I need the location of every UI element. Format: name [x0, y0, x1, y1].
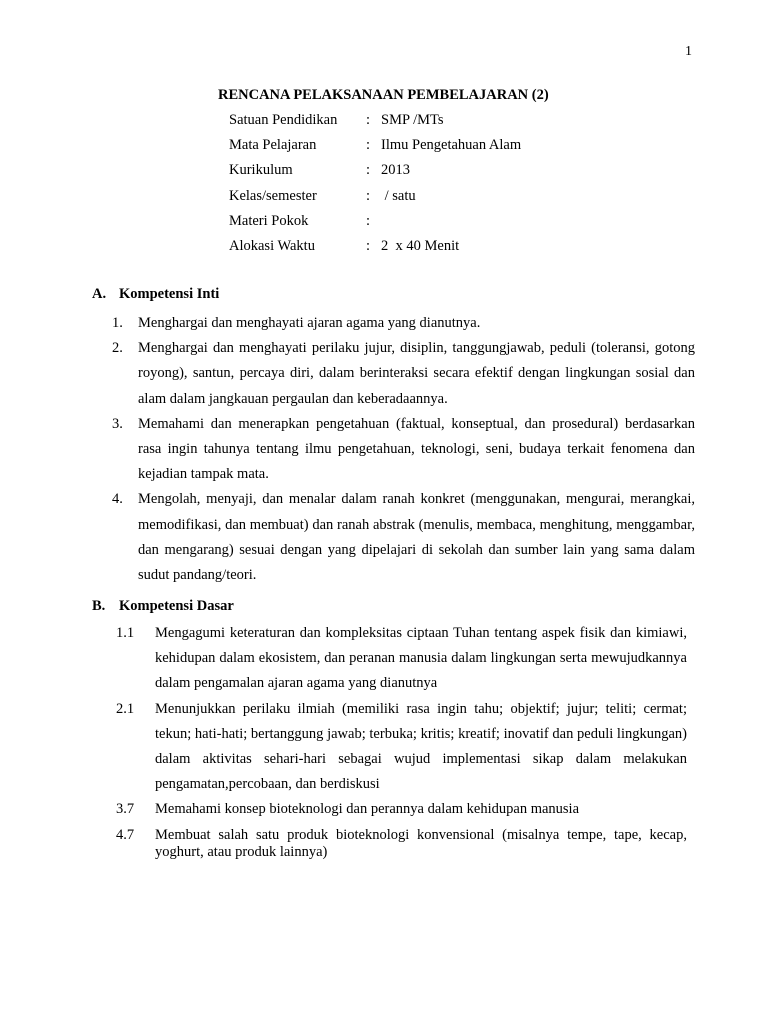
meta-value: Ilmu Pengetahuan Alam	[381, 137, 522, 154]
meta-label: Alokasi Waktu	[229, 237, 315, 254]
meta-row-mata-pelajaran	[229, 135, 521, 160]
document-meta-table	[229, 110, 521, 261]
list-item-number: 3.7	[116, 801, 135, 818]
list-item-text: Menghargai dan menghayati ajaran agama yang dianutnya.	[138, 315, 481, 331]
meta-colon: :	[366, 212, 371, 229]
list-item	[112, 487, 695, 588]
page-number: 1	[685, 44, 692, 59]
list-item-text: Mengagumi keteraturan dan kompleksitas ciptaan Tuhan tentang aspek fisik dan kimiawi, kehidupan dalam ekosistem, dan peranan manusia dalam lingkungan serta mewujudkannya dalam pengamalan ajaran agama yang dianutnya	[155, 625, 687, 692]
kompetensi-dasar-list	[116, 621, 687, 861]
meta-colon: :	[366, 112, 371, 128]
section-title: Kompetensi Inti	[119, 286, 220, 302]
meta-value: SMP /MTs	[381, 112, 444, 128]
list-item-number: 1.1	[116, 625, 135, 641]
list-item	[116, 621, 687, 697]
meta-row-kurikulum	[229, 160, 521, 185]
kompetensi-inti-list	[112, 311, 695, 588]
meta-row-alokasi-waktu	[229, 236, 521, 261]
list-item-number: 2.	[112, 340, 123, 357]
list-item-text: Menunjukkan perilaku ilmiah (memiliki rasa ingin tahu; objektif; jujur; teliti; cermat; tekun; hati-hati; bertanggung jawab; terbuka; kritis; kreatif; inovatif dan peduli lingkungan) dalam aktivitas sehari-hari sebagai wujud implementasi sikap dalam melakukan pengamatan,percobaan, dan berdiskusi	[155, 700, 687, 793]
meta-row-materi-pokok	[229, 211, 521, 236]
meta-row-kelas-semester	[229, 186, 521, 211]
list-item-text: Memahami konsep bioteknologi dan perannya dalam kehidupan manusia	[155, 801, 580, 818]
list-item	[116, 697, 687, 798]
meta-value: 2 x 40 Menit	[381, 237, 460, 254]
section-title: Kompetensi Dasar	[119, 598, 234, 614]
meta-label: Satuan Pendidikan	[229, 112, 338, 128]
list-item-number: 4.	[112, 491, 123, 508]
meta-label: Kelas/semester	[229, 187, 317, 204]
list-item-text: Mengolah, menyaji, dan menalar dalam ranah konkret (menggunakan, mengurai, merangkai, memodifikasi, dan membuat) dan ranah abstrak (menulis, membaca, menghitung, menggambar, dan mengarang) sesuai dengan yang dipelajari di sekolah dan sumber lain yang sama dalam sudut pandang/teori.	[138, 491, 695, 584]
meta-row-satuan-pendidikan	[229, 110, 521, 135]
meta-colon: :	[366, 187, 371, 204]
list-item	[112, 412, 695, 488]
meta-value: / satu	[381, 187, 416, 204]
section-heading-kompetensi-inti	[92, 286, 219, 303]
meta-colon: :	[366, 162, 371, 179]
document-title: RENCANA PELAKSANAAN PEMBELAJARAN (2)	[218, 87, 549, 103]
meta-value: 2013	[381, 162, 410, 179]
meta-colon: :	[366, 237, 371, 254]
meta-label: Materi Pokok	[229, 212, 309, 229]
meta-label: Mata Pelajaran	[229, 137, 317, 154]
list-item	[112, 311, 695, 336]
list-item-text: Menghargai dan menghayati perilaku jujur, disiplin, tanggungjawab, peduli (toleransi, gotong royong), santun, percaya diri, dalam berinteraksi secara efektif dengan lingkungan sosial dan alam dalam jangkauan pergaulan dan keberadaannya.	[138, 340, 695, 407]
section-letter: B.	[92, 598, 106, 614]
meta-label: Kurikulum	[229, 162, 293, 179]
list-item-number: 2.1	[116, 700, 135, 717]
list-item	[116, 823, 687, 861]
meta-colon: :	[366, 137, 371, 154]
list-item-number: 1.	[112, 315, 123, 331]
section-letter: A.	[92, 286, 107, 302]
list-item-number: 3.	[112, 415, 123, 432]
list-item	[116, 797, 687, 822]
section-heading-kompetensi-dasar	[92, 598, 234, 615]
list-item-text: Memahami dan menerapkan pengetahuan (faktual, konseptual, dan prosedural) berdasarkan rasa ingin tahunya tentang ilmu pengetahuan, teknologi, seni, budaya terkait fenomena dan kejadian tampak mata.	[138, 415, 695, 483]
list-item-number: 4.7	[116, 826, 135, 843]
list-item-text: Membuat salah satu produk bioteknologi konvensional (misalnya tempe, tape, kecap, yoghurt, atau produk lainnya)	[155, 826, 687, 860]
list-item	[112, 336, 695, 412]
